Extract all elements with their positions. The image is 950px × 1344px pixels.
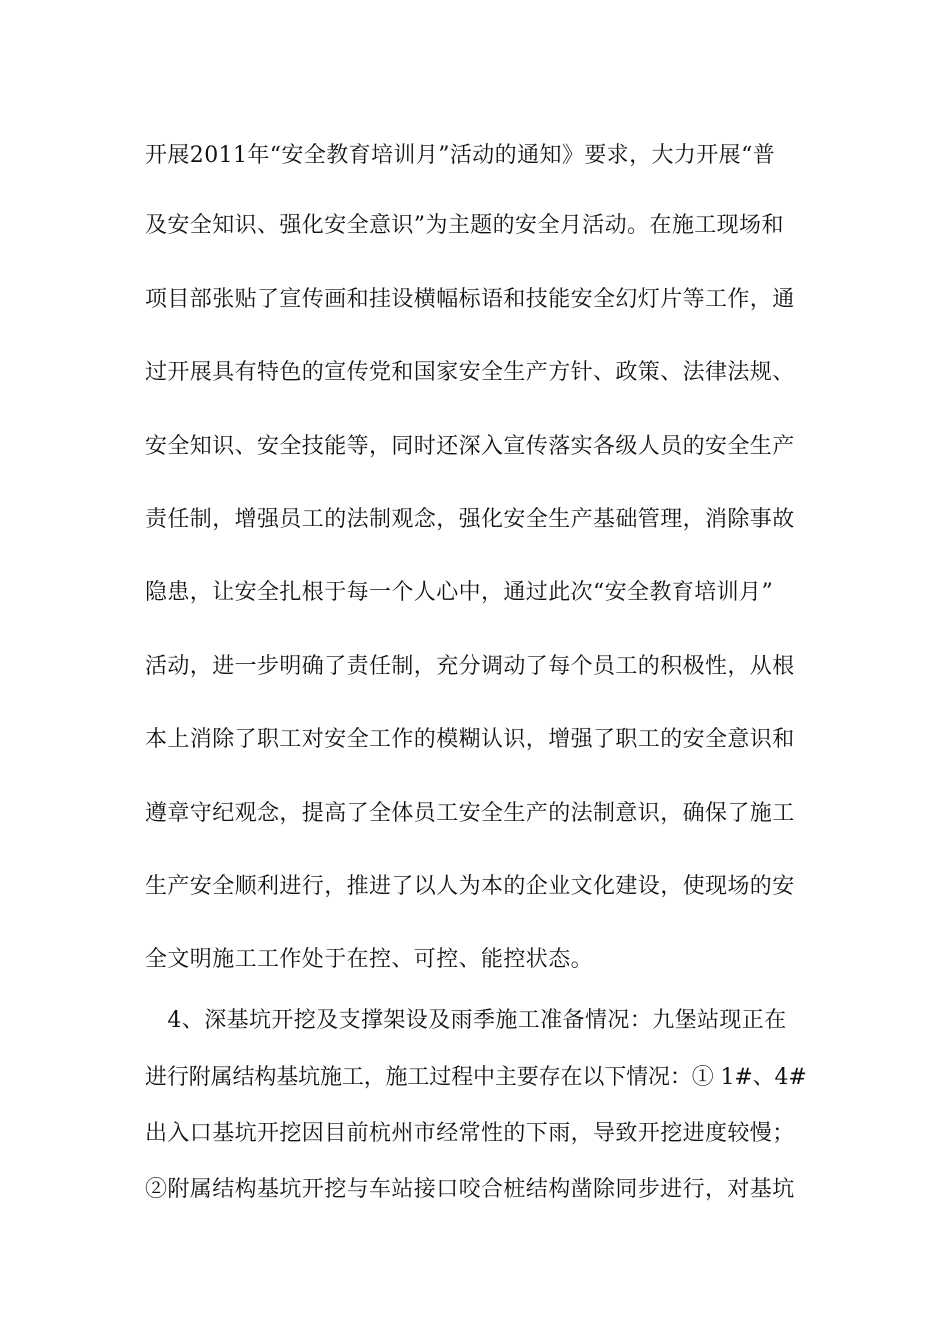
- text-line: 安全知识、安全技能等，同时还深入宣传落实各级人员的安全生产: [145, 434, 795, 459]
- text-line: 开展2011年“安全教育培训月”活动的通知》要求，大力开展“普: [145, 143, 776, 168]
- text-line: ②附属结构基坑开挖与车站接口咬合桩结构凿除同步进行，对基坑: [145, 1177, 795, 1202]
- text-line: 生产安全顺利进行，推进了以人为本的企业文化建设，使现场的安: [145, 874, 795, 899]
- text-line: 4、深基坑开挖及支撑架设及雨季施工准备情况：九堡站现正在: [145, 1008, 787, 1033]
- text-line: 活动，进一步明确了责任制，充分调动了每个员工的积极性，从根: [145, 654, 795, 679]
- text-line: 全文明施工工作处于在控、可控、能控状态。: [145, 947, 594, 972]
- text-line: 及安全知识、强化安全意识”为主题的安全月活动。在施工现场和: [145, 213, 784, 238]
- text-line: 项目部张贴了宣传画和挂设横幅标语和技能安全幻灯片等工作，通: [145, 287, 795, 312]
- text-line: 隐患，让安全扎根于每一个人心中，通过此次“安全教育培训月”: [145, 580, 774, 605]
- text-line: 本上消除了职工对安全工作的模糊认识，增强了职工的安全意识和: [145, 727, 795, 752]
- text-line: 出入口基坑开挖因目前杭州市经常性的下雨，导致开挖进度较慢；: [145, 1121, 795, 1146]
- text-line: 责任制，增强员工的法制观念，强化安全生产基础管理，消除事故: [145, 507, 795, 532]
- text-line: 遵章守纪观念，提高了全体员工安全生产的法制意识，确保了施工: [145, 801, 795, 826]
- text-line: 进行附属结构基坑施工，施工过程中主要存在以下情况：① 1#、4#: [145, 1065, 807, 1090]
- text-line: 过开展具有特色的宣传党和国家安全生产方针、政策、法律法规、: [145, 360, 795, 385]
